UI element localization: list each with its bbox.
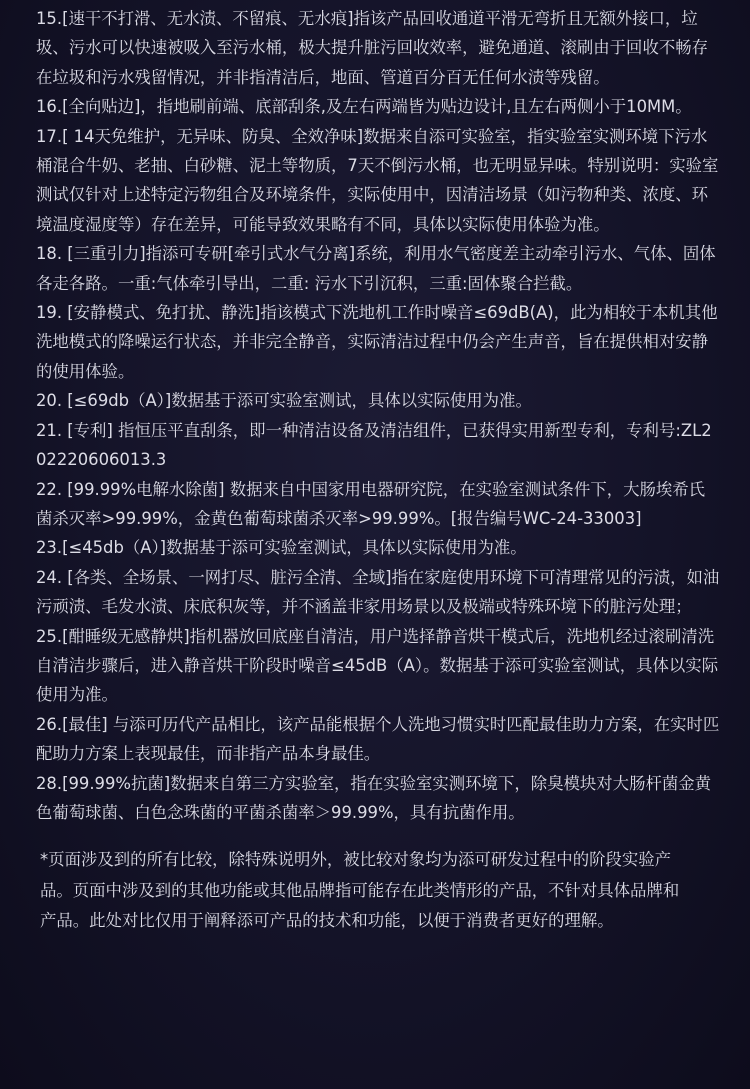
notes-list — [36, 4, 720, 827]
note-23: 23.[≤45db（A）]数据基于添可实验室测试，具体以实际使用为准。 — [36, 538, 527, 558]
note-28: 28.[99.99%抗菌]数据来自第三方实验室，指在实验室实测环境下，除臭模块对大肠杆菌金黄色葡萄球菌、白色念珠菌的平菌杀菌率＞99.99%，具有抗菌作用。 — [36, 773, 712, 822]
note-26: 26.[最佳] 与添可历代产品相比，该产品能根据个人洗地习惯实时匹配最佳助力方案，在实时匹配助力方案上表现最佳，而非指产品本身最佳。 — [36, 714, 720, 764]
note-25: 25.[酣睡级无感静烘]指机器放回底座自清洁，用户选择静音烘干模式后，洗地机经过滚刷清洗自清洁步骤后，进入静音烘干阶段时噪音≤45dB（A）。数据基于添可实验室测试，具体以实际使用为准。 — [36, 626, 719, 705]
note-17: 17.[ 14天免维护，无异味、防臭、全效净味]数据来自添可实验室，指实验室实测环境下污水桶混合牛奶、老抽、白砂糖、泥土等物质，7天不倒污水桶，也无明显异味。特别说明：实验室测试仅针对上述特定污物组合及环境条件，实际使用中，因清洁场景（如污物种类、浓度、环境温度湿度等）存在差异，可能导致效果略有不同，具体以实际使用体验为准。 — [36, 126, 719, 234]
comparison-footnote — [36, 845, 720, 937]
note-22: 22. [99.99%电解水除菌] 数据来自中国家用电器研究院，在实验室测试条件下，大肠埃希氏菌杀灭率>99.99%，金黄色葡萄球菌杀灭率>99.99%。[报告编号WC-24-33003] — [36, 479, 706, 528]
footnote-line: *页面涉及到的所有比较，除特殊说明外，被比较对象均为添可研发过程中的阶段实验产 — [40, 850, 672, 870]
footnote-line: 品。页面中涉及到的其他功能或其他品牌指可能存在此类情形的产品，不针对具体品牌和 — [40, 880, 680, 900]
note-18: 18. [三重引力]指添可专研[牵引式水气分离]系统，利用水气密度差主动牵引污水、气体、固体各走各路。一重:气体牵引导出，二重: 污水下引沉积，三重:固体聚合拦截。 — [36, 244, 716, 293]
footnote-line: 产品。此处对比仅用于阐释添可产品的技术和功能，以便于消费者更好的理解。 — [40, 911, 614, 931]
note-20: 20. [≤69db（A）]数据基于添可实验室测试，具体以实际使用为准。 — [36, 391, 532, 411]
note-15: 15.[速干不打滑、无水渍、不留痕、无水痕]指该产品回收通道平滑无弯折且无额外接口，垃圾、污水可以快速被吸入至污水桶，极大提升脏污回收效率，避免通道、滚刷由于回收不畅存在垃圾和污水残留情况，并非指清洁后，地面、管道百分百无任何水渍等残留。 — [36, 9, 709, 87]
note-21: 21. [专利] 指恒压平直刮条，即一种清洁设备及清洁组件，已获得实用新型专利，专利号:ZL202220606013.3 — [36, 420, 712, 470]
note-16: 16.[全向贴边]，指地刷前端、底部刮条,及左右两端皆为贴边设计,且左右两侧小于10MM。 — [36, 97, 692, 117]
note-19: 19. [安静模式、免打扰、静洗]指该模式下洗地机工作时噪音≤69dB(A)，此为相较于本机其他洗地模式的降噪运行状态，并非完全静音，实际清洁过程中仍会产生声音，旨在提供相对安静的使用体验。 — [36, 303, 718, 381]
note-24: 24. [各类、全场景、一网打尽、脏污全清、全域]指在家庭使用环境下可清理常见的污渍，如油污顽渍、毛发水渍、床底积灰等，并不涵盖非家用场景以及极端或特殊环境下的脏污处理； — [36, 567, 720, 617]
